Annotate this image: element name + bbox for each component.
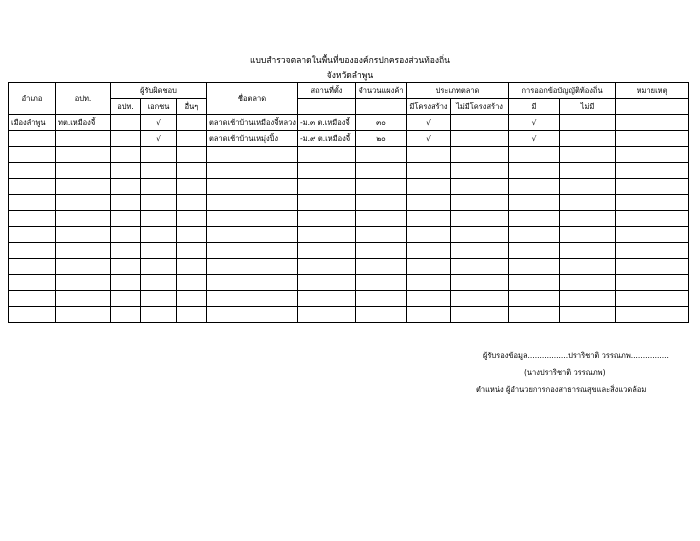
certifier-line: ผู้รับรองข้อมูล.................ปราริชาติ วรรณภพ................ xyxy=(483,351,669,360)
cell-no-structure xyxy=(451,227,509,243)
cell-resp-other xyxy=(177,259,207,275)
cell-location xyxy=(298,147,356,163)
cell-resp-other xyxy=(177,211,207,227)
header-with-structure: มีโครงสร้าง xyxy=(407,99,451,115)
table-row xyxy=(9,291,689,307)
cell-bylaw-yes xyxy=(509,259,560,275)
cell-with-structure xyxy=(407,259,451,275)
cell-location: -ม.๓ ต.เหมืองจี้ xyxy=(298,115,356,131)
cell-resp-lao xyxy=(111,211,141,227)
header-market-name: ชื่อตลาด xyxy=(207,83,298,115)
cell-with-structure xyxy=(407,307,451,323)
cell-remarks xyxy=(616,259,689,275)
cell-stall-count: ๓๐ xyxy=(356,115,407,131)
table-row xyxy=(9,115,689,131)
table-row xyxy=(9,179,689,195)
cell-with-structure xyxy=(407,147,451,163)
cell-location xyxy=(298,291,356,307)
cell-resp-lao xyxy=(111,227,141,243)
table-row xyxy=(9,307,689,323)
header-resp-private: เอกชน xyxy=(141,99,177,115)
cell-market-name xyxy=(207,163,298,179)
cell-lao xyxy=(56,163,111,179)
cell-lao xyxy=(56,195,111,211)
cell-bylaw-yes xyxy=(509,291,560,307)
header-responsible: ผู้รับผิดชอบ xyxy=(111,83,207,99)
market-survey-table xyxy=(8,82,689,323)
cell-market-name xyxy=(207,307,298,323)
header-location: สถานที่ตั้ง xyxy=(298,83,356,99)
cell-resp-private: √ xyxy=(141,131,177,147)
table-row xyxy=(9,131,689,147)
header-location-sub xyxy=(298,99,356,115)
cell-stall-count xyxy=(356,259,407,275)
cell-resp-private xyxy=(141,195,177,211)
cell-location xyxy=(298,307,356,323)
cell-no-structure xyxy=(451,243,509,259)
cell-resp-other xyxy=(177,179,207,195)
cell-bylaw-no xyxy=(560,195,616,211)
cell-bylaw-yes: √ xyxy=(509,131,560,147)
cell-with-structure xyxy=(407,291,451,307)
table-row xyxy=(9,275,689,291)
cell-location xyxy=(298,227,356,243)
cell-no-structure xyxy=(451,115,509,131)
header-remarks: หมายเหตุ xyxy=(616,83,689,99)
cell-remarks xyxy=(616,243,689,259)
cell-market-name xyxy=(207,195,298,211)
cell-resp-private xyxy=(141,243,177,259)
cell-resp-lao xyxy=(111,131,141,147)
cell-bylaw-yes xyxy=(509,195,560,211)
cell-no-structure xyxy=(451,307,509,323)
cell-bylaw-no xyxy=(560,163,616,179)
cell-district xyxy=(9,227,56,243)
cell-stall-count xyxy=(356,211,407,227)
cell-market-name: ตลาดเช้าบ้านเหมืองจี้หลวง xyxy=(207,115,298,131)
header-bylaw-no: ไม่มี xyxy=(560,99,616,115)
cell-lao xyxy=(56,275,111,291)
cell-resp-other xyxy=(177,307,207,323)
cell-with-structure xyxy=(407,275,451,291)
cell-district xyxy=(9,307,56,323)
cell-no-structure xyxy=(451,275,509,291)
header-resp-lao: อปท. xyxy=(111,99,141,115)
cell-bylaw-no xyxy=(560,307,616,323)
header-district: อำเภอ xyxy=(9,83,56,115)
cell-remarks xyxy=(616,275,689,291)
cell-stall-count xyxy=(356,163,407,179)
cell-lao xyxy=(56,147,111,163)
cell-market-name xyxy=(207,291,298,307)
header-resp-other: อื่นๆ xyxy=(177,99,207,115)
cell-with-structure xyxy=(407,179,451,195)
cell-district xyxy=(9,243,56,259)
cell-stall-count xyxy=(356,195,407,211)
cell-resp-lao xyxy=(111,275,141,291)
cell-resp-other xyxy=(177,291,207,307)
cell-lao xyxy=(56,131,111,147)
table-row xyxy=(9,147,689,163)
cell-district xyxy=(9,163,56,179)
cell-with-structure: √ xyxy=(407,131,451,147)
cell-resp-private xyxy=(141,307,177,323)
cell-with-structure: √ xyxy=(407,115,451,131)
cell-lao xyxy=(56,179,111,195)
cell-with-structure xyxy=(407,211,451,227)
cell-market-name xyxy=(207,211,298,227)
cell-no-structure xyxy=(451,291,509,307)
cell-district xyxy=(9,195,56,211)
cell-lao xyxy=(56,211,111,227)
table-row xyxy=(9,163,689,179)
cell-market-name xyxy=(207,243,298,259)
header-stall-count: จำนวนแผงค้า xyxy=(356,83,407,99)
cell-district: เมืองลำพูน xyxy=(9,115,56,131)
cell-location xyxy=(298,179,356,195)
cell-with-structure xyxy=(407,243,451,259)
cell-district xyxy=(9,147,56,163)
cell-bylaw-no xyxy=(560,179,616,195)
cell-stall-count xyxy=(356,227,407,243)
cell-bylaw-no xyxy=(560,291,616,307)
cell-location xyxy=(298,195,356,211)
cell-lao xyxy=(56,259,111,275)
cell-resp-lao xyxy=(111,307,141,323)
cell-stall-count xyxy=(356,179,407,195)
table-row xyxy=(9,227,689,243)
cell-resp-private xyxy=(141,211,177,227)
cell-resp-lao xyxy=(111,163,141,179)
cell-remarks xyxy=(616,147,689,163)
cell-no-structure xyxy=(451,163,509,179)
cell-bylaw-yes xyxy=(509,163,560,179)
header-bylaw: การออกข้อบัญญัติท้องถิ่น xyxy=(509,83,616,99)
cell-resp-private xyxy=(141,291,177,307)
cell-resp-other xyxy=(177,131,207,147)
cell-remarks xyxy=(616,115,689,131)
cell-resp-lao xyxy=(111,243,141,259)
cell-stall-count xyxy=(356,307,407,323)
cell-resp-lao xyxy=(111,147,141,163)
cell-resp-private xyxy=(141,179,177,195)
cell-remarks xyxy=(616,291,689,307)
cell-no-structure xyxy=(451,211,509,227)
cell-bylaw-yes xyxy=(509,211,560,227)
cell-resp-lao xyxy=(111,291,141,307)
cell-resp-private xyxy=(141,227,177,243)
cell-resp-other xyxy=(177,275,207,291)
table-row xyxy=(9,211,689,227)
province-subtitle: จังหวัดลำพูน xyxy=(326,71,374,81)
cell-location xyxy=(298,163,356,179)
cell-district xyxy=(9,179,56,195)
cell-remarks xyxy=(616,163,689,179)
header-bylaw-yes: มี xyxy=(509,99,560,115)
cell-lao xyxy=(56,291,111,307)
cell-resp-private xyxy=(141,147,177,163)
cell-remarks xyxy=(616,307,689,323)
table-row xyxy=(9,195,689,211)
cell-bylaw-yes xyxy=(509,243,560,259)
cell-lao xyxy=(56,227,111,243)
cell-resp-other xyxy=(177,243,207,259)
cell-bylaw-yes xyxy=(509,179,560,195)
cell-resp-other xyxy=(177,227,207,243)
cell-no-structure xyxy=(451,259,509,275)
cell-bylaw-yes xyxy=(509,307,560,323)
cell-district xyxy=(9,259,56,275)
cell-resp-lao xyxy=(111,115,141,131)
cell-bylaw-no xyxy=(560,211,616,227)
cell-resp-other xyxy=(177,195,207,211)
header-remarks-sub xyxy=(616,99,689,115)
cell-bylaw-yes: √ xyxy=(509,115,560,131)
cell-market-name xyxy=(207,179,298,195)
table-body xyxy=(9,115,689,323)
cell-no-structure xyxy=(451,195,509,211)
cell-resp-other xyxy=(177,147,207,163)
cell-resp-other xyxy=(177,163,207,179)
cell-district xyxy=(9,275,56,291)
cell-remarks xyxy=(616,227,689,243)
cell-stall-count: ๒๐ xyxy=(356,131,407,147)
header-market-type: ประเภทตลาด xyxy=(407,83,509,99)
cell-bylaw-yes xyxy=(509,227,560,243)
cell-bylaw-no xyxy=(560,243,616,259)
cell-resp-other xyxy=(177,115,207,131)
cell-bylaw-no xyxy=(560,147,616,163)
cell-remarks xyxy=(616,195,689,211)
cell-district xyxy=(9,211,56,227)
cell-resp-lao xyxy=(111,259,141,275)
cell-bylaw-no xyxy=(560,115,616,131)
cell-location xyxy=(298,275,356,291)
cell-resp-private xyxy=(141,259,177,275)
cell-bylaw-yes xyxy=(509,147,560,163)
cell-no-structure xyxy=(451,131,509,147)
cell-location xyxy=(298,243,356,259)
cell-with-structure xyxy=(407,195,451,211)
cell-stall-count xyxy=(356,243,407,259)
cell-lao xyxy=(56,307,111,323)
certifier-name: (นางปราริชาติ วรรณภพ) xyxy=(524,368,606,377)
cell-remarks xyxy=(616,179,689,195)
cell-lao xyxy=(56,243,111,259)
cell-resp-lao xyxy=(111,179,141,195)
cell-no-structure xyxy=(451,179,509,195)
cell-market-name xyxy=(207,275,298,291)
cell-market-name: ตลาดเช้าบ้านเหมุ่งปิ้ง xyxy=(207,131,298,147)
cell-market-name xyxy=(207,227,298,243)
cell-with-structure xyxy=(407,163,451,179)
cell-market-name xyxy=(207,259,298,275)
cell-district xyxy=(9,291,56,307)
cell-resp-private: √ xyxy=(141,115,177,131)
cell-with-structure xyxy=(407,227,451,243)
cell-bylaw-no xyxy=(560,227,616,243)
cell-bylaw-no xyxy=(560,275,616,291)
header-lao: อปท. xyxy=(56,83,111,115)
cell-remarks xyxy=(616,131,689,147)
cell-bylaw-no xyxy=(560,131,616,147)
cell-resp-private xyxy=(141,275,177,291)
cell-location xyxy=(298,211,356,227)
cell-no-structure xyxy=(451,147,509,163)
header-stall-count-sub xyxy=(356,99,407,115)
cell-remarks xyxy=(616,211,689,227)
cell-district xyxy=(9,131,56,147)
header-no-structure: ไม่มีโครงสร้าง xyxy=(451,99,509,115)
cell-bylaw-yes xyxy=(509,275,560,291)
cell-resp-private xyxy=(141,163,177,179)
table-row xyxy=(9,259,689,275)
cell-bylaw-no xyxy=(560,259,616,275)
cell-stall-count xyxy=(356,275,407,291)
cell-lao: ทต.เหมืองจี้ xyxy=(56,115,111,131)
table-row xyxy=(9,243,689,259)
cell-stall-count xyxy=(356,147,407,163)
cell-location: -ม.๙ ต.เหมืองจี้ xyxy=(298,131,356,147)
cell-stall-count xyxy=(356,291,407,307)
document-title: แบบสำรวจตลาดในพื้นที่ขององค์กรปกครองส่วนท้องถิ่น xyxy=(250,56,450,66)
certifier-position: ตำแหน่ง ผู้อำนวยการกองสาธารณสุขและสิ่งแวดล้อม xyxy=(476,385,647,394)
cell-resp-lao xyxy=(111,195,141,211)
cell-market-name xyxy=(207,147,298,163)
cell-location xyxy=(298,259,356,275)
